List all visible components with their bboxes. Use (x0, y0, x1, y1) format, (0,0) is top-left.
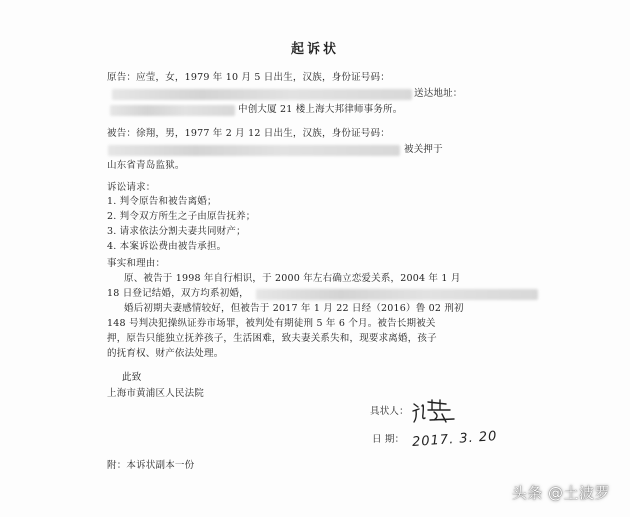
claim-item: 4. 本案诉讼费由被告承担。 (107, 241, 227, 252)
closing-salute: 此致 (122, 372, 142, 383)
date-label: 日 期： (372, 434, 405, 445)
facts-paragraph-1-line-1: 原、被告于 1998 年自行相识，于 2000 年左右确立恋爱关系，2004 年 1 月 (124, 273, 461, 284)
facts-paragraph-2-line-3: 押，原告只能独立抚养孩子，生活困难，致夫妻关系失和，现要求离婚，孩子 (107, 333, 437, 344)
signer-label: 具状人： (370, 406, 409, 417)
plaintiff-address-label: 送达地址： (414, 88, 463, 99)
claims-heading: 诉讼请求： (107, 182, 156, 193)
redacted-text (112, 89, 412, 100)
court-name: 上海市黄浦区人民法院 (107, 388, 205, 399)
facts-heading: 事实和理由： (107, 258, 166, 269)
redacted-text (256, 289, 538, 300)
facts-paragraph-2-line-2: 148 号判决犯操纵证券市场罪，被判处有期徒刑 5 年 6 个月。被告长期被关 (107, 318, 436, 329)
redacted-text (108, 145, 400, 156)
redacted-text (110, 105, 235, 116)
claim-item: 3. 请求依法分割夫妻共同财产； (107, 226, 246, 237)
defendant-line-1: 被告：徐翔，男，1977 年 2 月 12 日出生，汉族，身份证号码： (107, 128, 390, 139)
facts-paragraph-1-line-2: 18 日登记结婚，双方均系初婚， (107, 288, 249, 299)
defendant-prison: 山东省青岛监狱。 (107, 160, 185, 171)
plaintiff-line-1: 原告：应莹，女，1979 年 10 月 5 日出生，汉族，身份证号码： (107, 72, 390, 83)
facts-paragraph-2-line-4: 的抚育权、财产依法处理。 (107, 348, 224, 359)
plaintiff-address: 中创大厦 21 楼上海大邦律师事务所。 (238, 104, 403, 115)
facts-paragraph-2-line-1: 婚后初期夫妻感情较好，但被告于 2017 年 1 月 22 日经（2016）鲁 02 刑初 (124, 303, 464, 314)
watermark: 头条 @土波罗 (511, 484, 610, 502)
handwritten-date: 2017. 3. 20 (411, 429, 498, 450)
defendant-custody-label: 被关押于 (404, 144, 443, 155)
claim-item: 2. 判令双方所生之子由原告抚养； (107, 211, 256, 222)
attachment-note: 附：本诉状副本一份 (107, 460, 195, 471)
handwritten-signature (410, 398, 470, 424)
document-title: 起诉状 (290, 42, 339, 57)
claim-item: 1. 判令原告和被告离婚； (107, 196, 217, 207)
